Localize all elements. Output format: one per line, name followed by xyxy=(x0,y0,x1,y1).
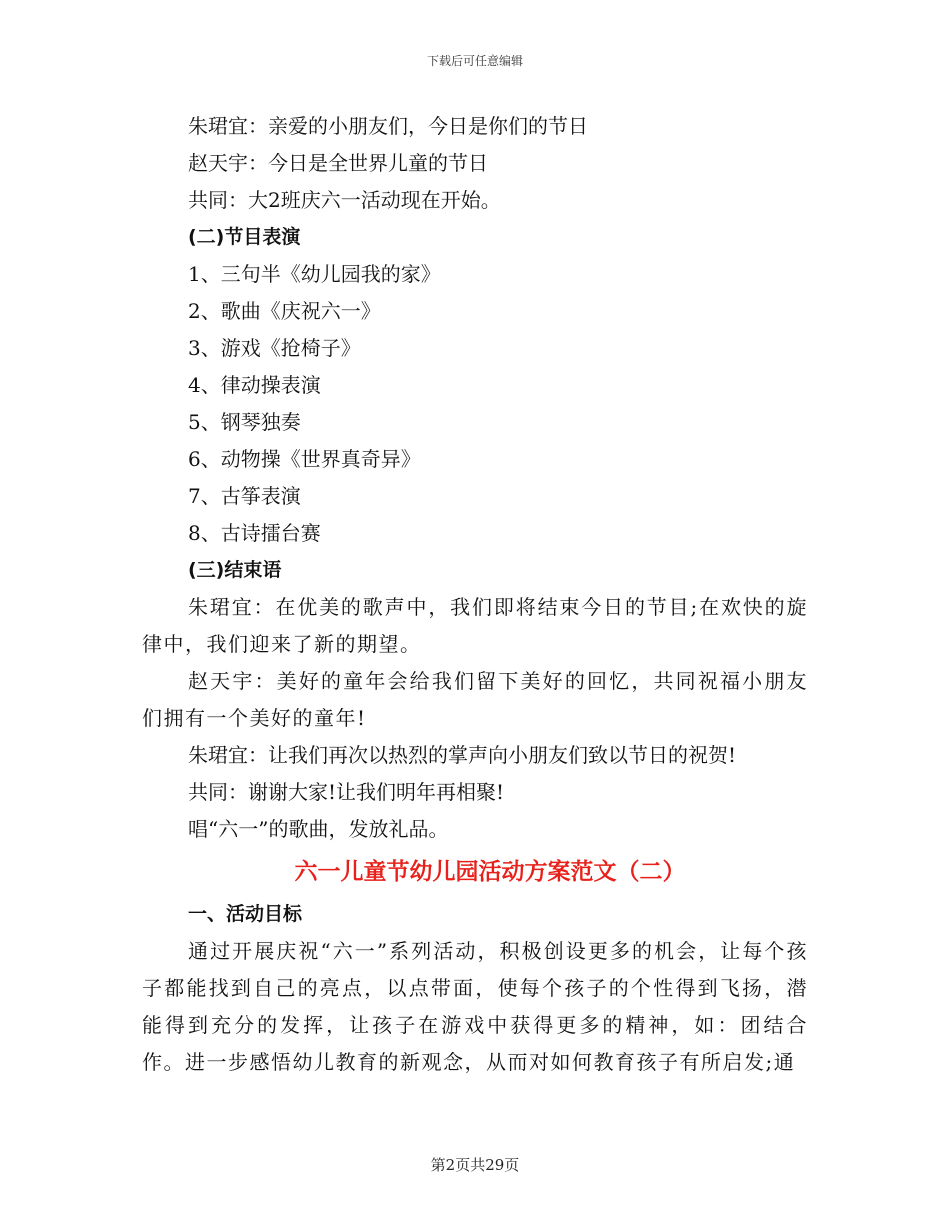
dialogue-line: 朱珺宜：让我们再次以热烈的掌声向小朋友们致以节日的祝贺! xyxy=(188,743,737,767)
program-item: 3、游戏《抢椅子》 xyxy=(188,336,361,360)
program-item: 8、古诗擂台赛 xyxy=(188,521,321,545)
closing-paragraph: 赵天宇：美好的童年会给我们留下美好的回忆，共同祝福小朋友们拥有一个美好的童年! xyxy=(142,669,808,730)
program-item: 6、动物操《世界真奇异》 xyxy=(188,447,421,471)
section-title: 六一儿童节幼儿园活动方案范文（二） xyxy=(294,859,686,885)
header-note: 下载后可任意编辑 xyxy=(426,54,523,68)
dialogue-line: 赵天宇：今日是全世界儿童的节日 xyxy=(188,151,488,175)
section-heading: (三)结束语 xyxy=(188,559,282,581)
section-heading: (二)节目表演 xyxy=(188,226,301,248)
program-item: 7、古筝表演 xyxy=(188,484,301,508)
program-item: 1、三句半《幼儿园我的家》 xyxy=(188,262,441,286)
program-item: 4、律动操表演 xyxy=(188,373,321,397)
page-number: 第2页共29页 xyxy=(430,1156,520,1174)
document-body xyxy=(142,108,808,1081)
closing-paragraph: 朱珺宜：在优美的歌声中，我们即将结束今日的节目;在欢快的旋律中，我们迎来了新的期望。 xyxy=(142,595,808,656)
dialogue-line: 朱珺宜：亲爱的小朋友们，今日是你们的节日 xyxy=(188,114,588,138)
section-heading: 一、活动目标 xyxy=(188,903,303,925)
goal-paragraph: 通过开展庆祝“六一”系列活动，积极创设更多的机会，让每个孩子都能找到自己的亮点，以点带面，使每个孩子的个性得到飞扬，潜能得到充分的发挥，让孩子在游戏中获得更多的精神，如：团结合作。进一步感悟幼儿教育的新观念，从而对如何教育孩子有所启发;通 xyxy=(142,939,808,1074)
program-item: 2、歌曲《庆祝六一》 xyxy=(188,299,381,323)
dialogue-line: 唱“六一”的歌曲，发放礼品。 xyxy=(188,817,449,841)
dialogue-line: 共同：谢谢大家!让我们明年再相聚! xyxy=(188,780,505,804)
program-item: 5、钢琴独奏 xyxy=(188,410,301,434)
dialogue-line: 共同：大2班庆六一活动现在开始。 xyxy=(188,188,501,212)
